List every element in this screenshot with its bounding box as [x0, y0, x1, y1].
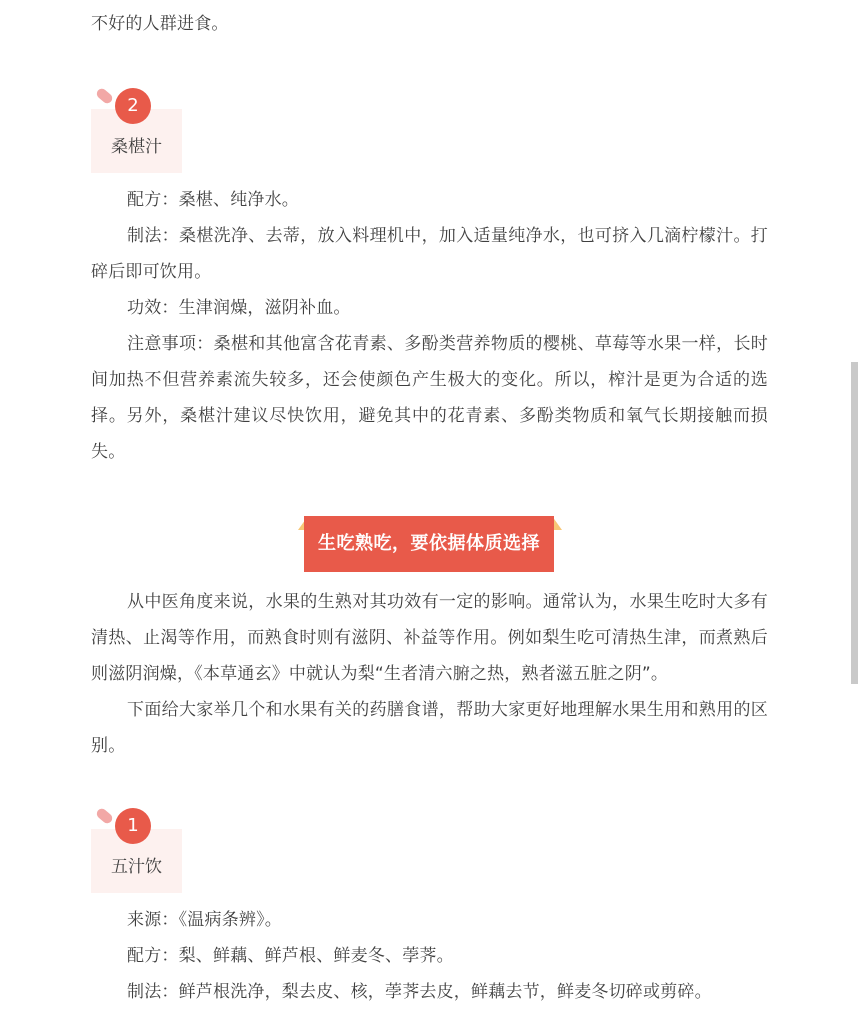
- recipe-title: 桑椹汁: [111, 137, 162, 157]
- recipe-2-content: [91, 182, 768, 470]
- section-content: [91, 584, 768, 764]
- recipe-2-line: 制法：桑椹洗净、去蒂，放入料理机中，加入适量纯净水，也可挤入几滴柠檬汁。打碎后即可饮用。: [91, 226, 768, 282]
- section-paragraph: 从中医角度来说，水果的生熟对其功效有一定的影响。通常认为，水果生吃时大多有清热、止渴等作用，而熟食时则有滋阴、补益等作用。例如梨生吃可清热生津，而煮熟后则滋阴润燥，《本草通玄》中就认为梨“生者清六腑之热，熟者滋五脏之阴”。: [91, 592, 768, 684]
- recipe-1-line: 制法：鲜芦根洗净，梨去皮、核，荸荠去皮，鲜藕去节，鲜麦冬切碎或剪碎。: [127, 982, 712, 1002]
- section-heading: [298, 516, 562, 572]
- badge-number: 2: [115, 88, 151, 124]
- recipe-badge-2: [91, 88, 182, 178]
- recipe-2-line: 注意事项：桑椹和其他富含花青素、多酚类营养物质的樱桃、草莓等水果一样，长时间加热不但营养素流失较多，还会使颜色产生极大的变化。所以，榨汁是更为合适的选择。另外，桑椹汁建议尽快饮用，避免其中的花青素、多酚类物质和氧气长期接触而损失。: [91, 334, 768, 462]
- recipe-1-line: 来源：《温病条辨》。: [127, 910, 282, 930]
- intro-tail-text: 不好的人群进食。: [91, 14, 229, 34]
- recipe-2-line: 配方：桑椹、纯净水。: [127, 190, 299, 210]
- recipe-title: 五汁饮: [111, 857, 162, 877]
- intro-paragraph: [91, 6, 768, 42]
- recipe-2-line: 功效：生津润燥，滋阴补血。: [127, 298, 351, 318]
- recipe-1-line: 配方：梨、鲜藕、鲜芦根、鲜麦冬、荸荠。: [127, 946, 454, 966]
- section-title: 生吃熟吃，要依据体质选择: [304, 516, 554, 572]
- badge-decoration-icon: [95, 87, 114, 106]
- recipe-badge-1: [91, 808, 182, 898]
- badge-number: 1: [115, 808, 151, 844]
- recipe-1-content: [91, 902, 768, 1010]
- badge-decoration-icon: [95, 807, 114, 826]
- page-scrollbar[interactable]: [851, 362, 858, 684]
- section-paragraph: 下面给大家举几个和水果有关的药膳食谱，帮助大家更好地理解水果生用和熟用的区别。: [91, 700, 768, 756]
